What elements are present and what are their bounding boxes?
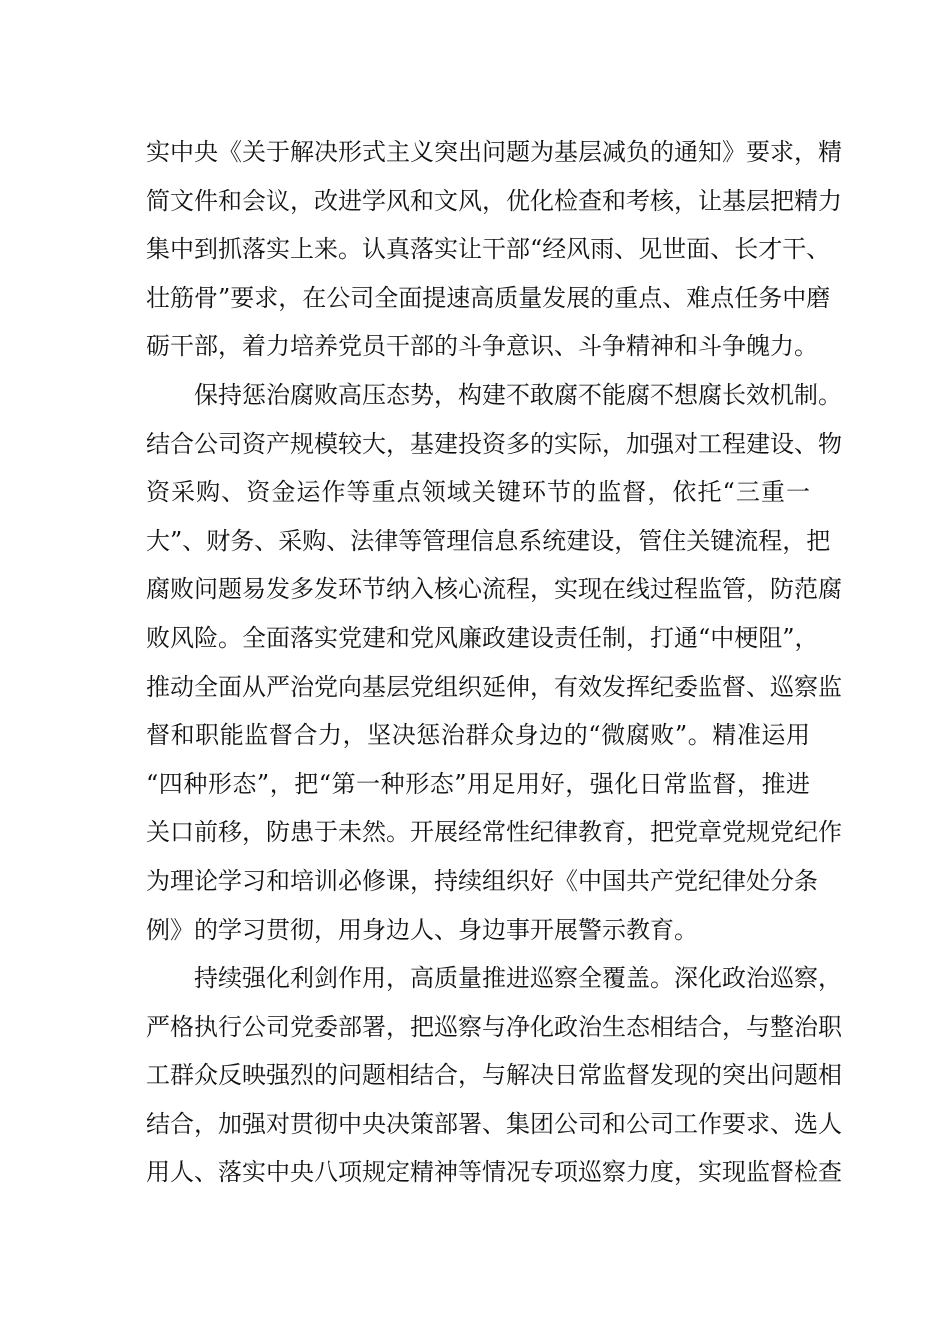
text-line: 关口前移，防患于未然。开展经常性纪律教育，把党章党规党纪作 (146, 818, 842, 847)
text-line: 大”、财务、采购、法律等管理信息系统建设，管住关键流程，把 (146, 526, 831, 555)
text-line: 败风险。全面落实党建和党风廉政建设责任制，打通“中梗阻”， (146, 623, 819, 652)
text-line: 例》的学习贯彻，用身边人、身边事开展警示教育。 (146, 915, 698, 944)
text-line: 用人、落实中央八项规定精神等情况专项巡察力度，实现监督检查 (146, 1158, 842, 1187)
text-line: 为理论学习和培训必修课，持续组织好《中国共产党纪律处分条 (146, 866, 818, 895)
text-line: “四种形态”，把“第一种形态”用足用好，强化日常监督，推进 (146, 769, 810, 798)
text-line: 督和职能监督合力，坚决惩治群众身边的“微腐败”。精准运用 (146, 721, 810, 750)
text-line: 实中央《关于解决形式主义突出问题为基层减负的通知》要求，精 (146, 138, 842, 166)
text-line: 资采购、资金运作等重点领域关键环节的监督，依托“三重一 (146, 478, 810, 507)
paragraph-first-line: 保持惩治腐败高压态势，构建不敢腐不能腐不想腐长效机制。 (194, 380, 842, 409)
text-line: 结合公司资产规模较大，基建投资多的实际，加强对工程建设、物 (146, 429, 842, 458)
text-line: 砺干部，着力培养党员干部的斗争意识、斗争精神和斗争魄力。 (146, 332, 818, 361)
document-body (146, 128, 842, 1197)
text-line: 推动全面从严治党向基层党组织延伸，有效发挥纪委监督、巡察监 (146, 672, 842, 701)
text-line: 严格执行公司党委部署，把巡察与净化政治生态相结合，与整治职 (146, 1012, 842, 1041)
text-line: 壮筋骨”要求，在公司全面提速高质量发展的重点、难点任务中磨 (146, 283, 831, 312)
text-line: 集中到抓落实上来。认真落实让干部“经风雨、见世面、长才干、 (146, 235, 831, 264)
paragraph-first-line: 持续强化利剑作用，高质量推进巡察全覆盖。深化政治巡察， (194, 964, 842, 993)
text-line: 工群众反映强烈的问题相结合，与解决日常监督发现的突出问题相 (146, 1061, 842, 1090)
text-line: 简文件和会议，改进学风和文风，优化检查和考核，让基层把精力 (146, 186, 842, 215)
text-line: 腐败问题易发多发环节纳入核心流程，实现在线过程监管，防范腐 (146, 575, 842, 604)
text-line: 结合，加强对贯彻中央决策部署、集团公司和公司工作要求、选人 (146, 1109, 842, 1138)
